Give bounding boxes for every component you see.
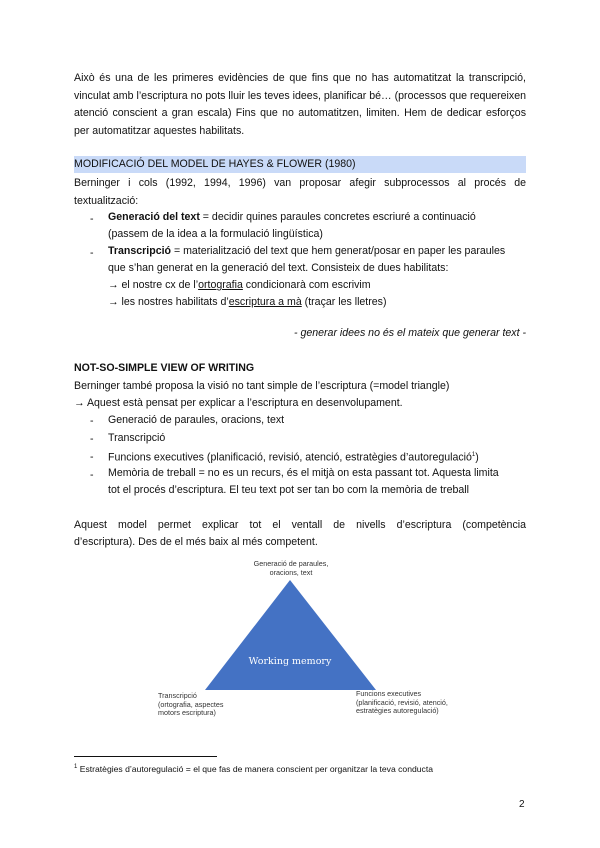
section-heading-not-so-simple: NOT-SO-SIMPLE VIEW OF WRITING [74, 362, 255, 374]
label-line: Generació de paraules, [253, 559, 329, 568]
working-memory-label: Working memory [248, 656, 332, 667]
sub-item-text: → les nostres habilitats d’ [108, 296, 229, 308]
section1-intro-line2: textualització: [74, 195, 139, 207]
bullet-dash: - [90, 247, 94, 259]
quote-line: - generar idees no és el mateix que generar text - [293, 327, 526, 339]
item-term: Generació del text [108, 211, 200, 223]
label-line: oracions, text [269, 567, 313, 577]
bullet-dash: - [90, 451, 94, 463]
closing-line2: d’escriptura). Des de el més baix al més competent. [74, 536, 318, 548]
list-item: Transcripció [108, 432, 166, 444]
bullet-dash: - [90, 433, 94, 445]
footnote-ref: 1 [471, 452, 476, 458]
label-line: Transcripció [158, 691, 197, 700]
triangle-shape [205, 580, 376, 690]
footnote-number: 1 [74, 764, 78, 771]
label-line: (planificació, revisió, atenció, [356, 697, 448, 707]
item-generacio-text-line2: (passem de la idea a la formulació lingüística) [108, 228, 323, 240]
sub-item-text: → el nostre cx de l’ [108, 279, 199, 291]
label-line: estratègies autoregulació) [356, 706, 439, 715]
sub-item-ortografia [108, 277, 526, 294]
sub-item-underlined: escriptura a mà [228, 296, 302, 308]
footnote [74, 764, 433, 774]
list-item-text: Funcions executives (planificació, revisió, atenció, estratègies d’autoregulació [108, 451, 472, 464]
item-generacio-text [108, 209, 526, 226]
bullet-dash: - [90, 469, 94, 481]
section-heading-hayes-flower: MODIFICACIÓ DEL MODEL DE HAYES & FLOWER (1980) [74, 156, 526, 173]
page-number: 2 [519, 799, 525, 810]
sub-item-escriptura-a-ma [108, 294, 526, 311]
section2-line1: Berninger també proposa la visió no tant simple de l’escriptura (=model triangle) [74, 380, 450, 392]
intro-paragraph: Això és una de les primeres evidències de que fins que no has automatitzat la transcripció, vinculat amb l’escriptura no pots lluir les teves idees, planificar bé… (processos que requereixen atenció conscient a gran escala) Fins que no automatitzen, limiten. Hem de dedicar esforços per automatitzar aquestes habilitats. [74, 72, 526, 137]
item-definition: = decidir quines paraules concretes escriuré a continuació [199, 211, 476, 223]
sub-item-text: (traçar les lletres) [301, 296, 387, 308]
item-definition: = materialització del text que hem generat/posar en paper les paraules [171, 245, 506, 257]
item-transcripcio [108, 243, 526, 260]
item-term: Transcripció [108, 245, 171, 257]
sub-item-underlined: ortografia [198, 279, 243, 291]
list-item [108, 447, 526, 467]
item-transcripcio-line2: que s’han generat en la generació del text. Consisteix de dues habilitats: [108, 262, 449, 274]
label-line: motors escriptura) [158, 708, 216, 717]
bullet-dash: - [90, 213, 94, 225]
sub-item-text: condicionarà com escrivim [242, 279, 371, 291]
list-item: Memòria de treball = no es un recurs, és el mitjà on esta passant tot. Aquesta limita [108, 467, 499, 479]
list-item-text: ) [475, 451, 479, 464]
label-line: (ortografia, aspectes [158, 699, 224, 709]
top-vertex-label [250, 560, 332, 577]
left-vertex-label [158, 692, 224, 718]
footnote-text: Estratègies d’autoregulació = el que fas de manera conscient per organitzar la teva conducta [77, 764, 434, 774]
not-so-simple-triangle-diagram [150, 560, 450, 730]
closing-line1: Aquest model permet explicar tot el ventall de nivells d’escriptura (competència [74, 519, 526, 531]
bullet-dash: - [90, 415, 94, 427]
list-item: Generació de paraules, oracions, text [108, 414, 285, 426]
section1-intro-line1: Berninger i cols (1992, 1994, 1996) van proposar afegir subprocessos al procés de [74, 177, 526, 189]
list-item-line2: tot el procés d’escriptura. El teu text pot ser tan bo com la memòria de treball [108, 484, 469, 496]
label-line: Funcions executives [356, 689, 422, 698]
footnote-separator [74, 756, 217, 757]
section2-line2: → Aquest està pensat per explicar a l’escriptura en desenvolupament. [74, 397, 403, 409]
right-vertex-label [356, 690, 448, 716]
